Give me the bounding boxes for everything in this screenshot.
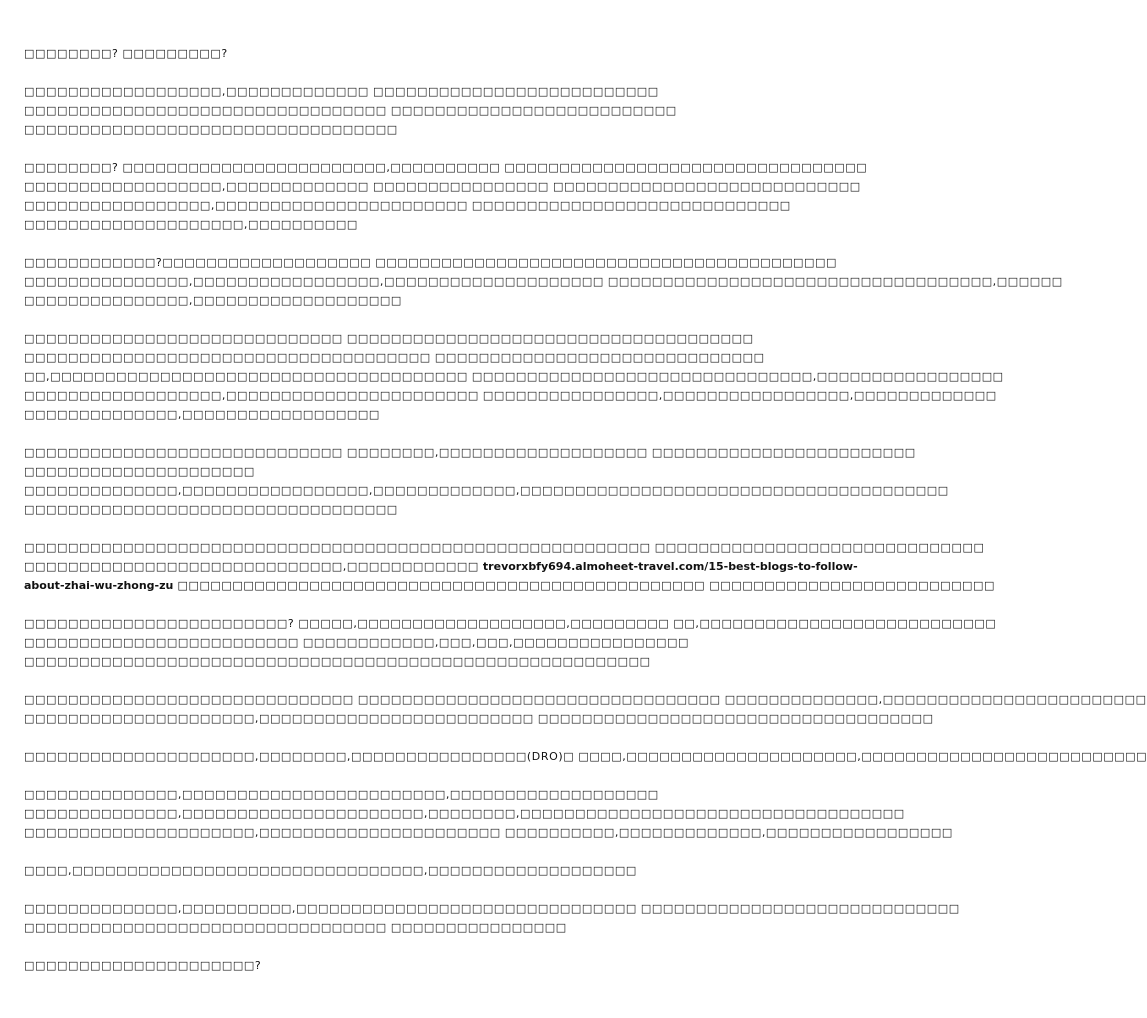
- text-run: □□□□□□□□□□□□□□□□□□□□□□□□□□□□□,□□□□□□□□□□□□: [24, 560, 483, 573]
- text-run: □□□□□□□□□□□□□□□□□□□□□,□□□□□□□□□□□□□□□□□□□□□□ □□□□□□□□□□,□□□□□□□□□□□□□,□□□□□□□□□□□□□□□□□: [24, 826, 953, 839]
- text-line: [24, 253, 838, 272]
- text-run: □□□□□□□□□□□□□□□□□□□□,□□□□□□□□□□: [24, 218, 358, 231]
- text-line: [24, 899, 960, 918]
- paragraph: [24, 614, 997, 671]
- text-line: [24, 709, 934, 728]
- text-line: [24, 196, 791, 215]
- text-run: □□□□□□□□□□□□□□□□□□□□□□□□□□□□□□□□□□□□□ □□□□□□□□□□□□□□□□□□□□□□□□□□□□□□: [24, 351, 765, 364]
- text-line: [24, 538, 985, 557]
- text-run: □□□□□□□□□□□□□□□□□□□□□□□□□□□□□□□□□□: [24, 123, 398, 136]
- text-line: [24, 158, 868, 177]
- text-run: □□□□□□□□□□□□□□□□□□□□□: [24, 465, 255, 478]
- text-run: □□□□□□□□□□□□□□□□□□□□□,□□□□□□□□,□□□□□□□□□□□□□□□□(DRO)□ □□□□,□□□□□□□□□□□□□□□□□□□□□,□□□□□□□□□□□□□□□□□□□□□□□□□□: [24, 750, 1147, 763]
- document-body: [24, 44, 1147, 994]
- text-run: □□□□□□□□□□□□□□,□□□□□□□□□□,□□□□□□□□□□□□□□□□□□□□□□□□□□□□□□□ □□□□□□□□□□□□□□□□□□□□□□□□□□□□□: [24, 902, 960, 915]
- text-line: [24, 177, 861, 196]
- text-line: [24, 462, 696, 481]
- text-run: □□□□□□□□□□□□□□,□□□□□□□□□□□□□□□□□□□□□□□□,□□□□□□□□□□□□□□□□□□□: [24, 788, 659, 801]
- text-run: □□□□□□□□□□□□□□,□□□□□□□□□□□□□□□□□□: [24, 408, 380, 421]
- text-run: □□□□□□□□□□□□?□□□□□□□□□□□□□□□□□□□ □□□□□□□□□□□□□□□□□□□□□□□□□□□□□□□□□□□□□□□□□□: [24, 256, 838, 269]
- text-line: [24, 44, 696, 63]
- text-run: □□□□□□□□□□□□□□□□□□□□□,□□□□□□□□□□□□□□□□□□□□□□□□□ □□□□□□□□□□□□□□□□□□□□□□□□□□□□□□□□□□□□: [24, 712, 934, 725]
- text-line: [24, 785, 696, 804]
- text-line: [24, 101, 696, 120]
- text-line: [24, 367, 1004, 386]
- text-line: [24, 120, 696, 139]
- text-line: [24, 82, 696, 101]
- text-line: [24, 918, 696, 937]
- text-run: □□□□□□□□□□□□□□□□□□□□□□□□□□□□□□□□□ □□□□□□□□□□□□□□□□: [24, 921, 567, 934]
- text-line: [24, 576, 996, 595]
- text-run: □□□□□□□□□□□□□□□□□□□□□□□□□□□□□ □□□□□□□□,□□□□□□□□□□□□□□□□□□□ □□□□□□□□□□□□□□□□□□□□□□□□: [24, 446, 916, 459]
- text-line: [24, 481, 949, 500]
- text-run: □□□□□□□□□□□□□□□,□□□□□□□□□□□□□□□□□,□□□□□□□□□□□□□□□□□□□□ □□□□□□□□□□□□□□□□□□□□□□□□□□□□□□□□□□□,□□□□□□: [24, 275, 1063, 288]
- url-link[interactable]: trevorxbfy694.almoheet-travel.com/15-best-blogs-to-follow-: [482, 560, 858, 573]
- text-run: □□□□□□□□□□□□□□,□□□□□□□□□□□□□□□□□,□□□□□□□□□□□□□,□□□□□□□□□□□□□□□□□□□□□□□□□□□□□□□□□□□□□□□: [24, 484, 949, 497]
- paragraph: [24, 747, 1147, 766]
- url-link[interactable]: about-zhai-wu-zhong-zu: [24, 579, 174, 592]
- text-run: □□,□□□□□□□□□□□□□□□□□□□□□□□□□□□□□□□□□□□□□□ □□□□□□□□□□□□□□□□□□□□□□□□□□□□□□□,□□□□□□□□□□□□□□□□□: [24, 370, 1004, 383]
- paragraph: [24, 329, 1004, 424]
- paragraph: [24, 443, 949, 519]
- paragraph: [24, 538, 996, 595]
- text-line: [24, 405, 696, 424]
- text-line: [24, 272, 1063, 291]
- text-run: □□□□□□□□□□□□□□□□□□□□□□□□□□□□□□□□□□: [24, 503, 398, 516]
- paragraph: [24, 861, 696, 880]
- text-run: □□□□□□□□□□□□□□□□□□□□□□□□□ □□□□□□□□□□□□,□□□,□□□,□□□□□□□□□□□□□□□□: [24, 636, 689, 649]
- text-line: [24, 690, 1147, 709]
- paragraph: [24, 44, 696, 63]
- text-line: [24, 329, 754, 348]
- text-line: [24, 614, 997, 633]
- paragraph: [24, 690, 1147, 728]
- text-run: □□□□□□□□? □□□□□□□□□?: [24, 47, 228, 60]
- text-run: □□□□□□□□□□□□□□□□□□□□□□□□□□□□□□ □□□□□□□□□□□□□□□□□□□□□□□□□□□□□□□□□ □□□□□□□□□□□□□□,□□□□□□□□□□□□□□□□□□□□□□□□: [24, 693, 1147, 706]
- text-run: □□□□□□□□? □□□□□□□□□□□□□□□□□□□□□□□□,□□□□□□□□□□ □□□□□□□□□□□□□□□□□□□□□□□□□□□□□□□□□: [24, 161, 868, 174]
- paragraph: [24, 82, 696, 139]
- paragraph: [24, 956, 696, 975]
- text-line: [24, 443, 916, 462]
- text-run: □□□□□□□□□□□□□□□□□□,□□□□□□□□□□□□□ □□□□□□□□□□□□□□□□ □□□□□□□□□□□□□□□□□□□□□□□□□□□□: [24, 180, 861, 193]
- text-line: [24, 652, 696, 671]
- text-line: [24, 747, 1147, 766]
- paragraph: [24, 785, 953, 842]
- text-line: [24, 861, 696, 880]
- text-run: □□□□□□□□□□□□□□□□□□□□□□□□? □□□□□,□□□□□□□□□□□□□□□□□□□,□□□□□□□□□ □□,□□□□□□□□□□□□□□□□□□□□□□□□□□□: [24, 617, 997, 630]
- text-line: [24, 215, 696, 234]
- text-run: □□□□□□□□□□□□□□□□□□□□□□□□□□□□□□□□□□□□□□□□□□□□□□□□□□□□□□□□□ □□□□□□□□□□□□□□□□□□□□□□□□□□□□□□: [24, 541, 985, 554]
- text-line: [24, 386, 997, 405]
- text-line: [24, 348, 765, 367]
- text-run: □□□□□□□□□□□□□□□□□□□□□□□□□□□□□□□□□ □□□□□□□□□□□□□□□□□□□□□□□□□□: [24, 104, 677, 117]
- text-run: □□□□□□□□□□□□□□□□□□□□□□□□□□□□□□□□□□□□□□□□□□□□□□□□ □□□□□□□□□□□□□□□□□□□□□□□□□□: [173, 579, 996, 592]
- text-line: [24, 633, 696, 652]
- text-line: [24, 557, 858, 576]
- text-run: □□□□□□□□□□□□□□□□□□,□□□□□□□□□□□□□ □□□□□□□□□□□□□□□□□□□□□□□□□□: [24, 85, 659, 98]
- text-run: □□□□□□□□□□□□□□□□□□,□□□□□□□□□□□□□□□□□□□□□□□ □□□□□□□□□□□□□□□□,□□□□□□□□□□□□□□□□□,□□□□□□□□□□□□□: [24, 389, 997, 402]
- text-run: □□□□□□□□□□□□□□□□□□□□□?: [24, 959, 262, 972]
- paragraph: [24, 899, 960, 937]
- text-run: □□□□□□□□□□□□□□□□□□□□□□□□□□□□□ □□□□□□□□□□□□□□□□□□□□□□□□□□□□□□□□□□□□□: [24, 332, 754, 345]
- text-run: □□□□□□□□□□□□□□,□□□□□□□□□□□□□□□□□□□□□□,□□□□□□□□,□□□□□□□□□□□□□□□□□□□□□□□□□□□□□□□□□□□: [24, 807, 905, 820]
- paragraph: [24, 253, 1063, 310]
- paragraph: [24, 158, 868, 234]
- text-line: [24, 500, 696, 519]
- text-run: □□□□□□□□□□□□□□□□□,□□□□□□□□□□□□□□□□□□□□□□□ □□□□□□□□□□□□□□□□□□□□□□□□□□□□□: [24, 199, 791, 212]
- text-line: [24, 956, 696, 975]
- text-line: [24, 823, 953, 842]
- text-run: □□□□□□□□□□□□□□□,□□□□□□□□□□□□□□□□□□□: [24, 294, 402, 307]
- text-line: [24, 804, 905, 823]
- text-run: □□□□□□□□□□□□□□□□□□□□□□□□□□□□□□□□□□□□□□□□□□□□□□□□□□□□□□□□□: [24, 655, 651, 668]
- text-run: □□□□,□□□□□□□□□□□□□□□□□□□□□□□□□□□□□□□□,□□□□□□□□□□□□□□□□□□□: [24, 864, 637, 877]
- text-line: [24, 291, 696, 310]
